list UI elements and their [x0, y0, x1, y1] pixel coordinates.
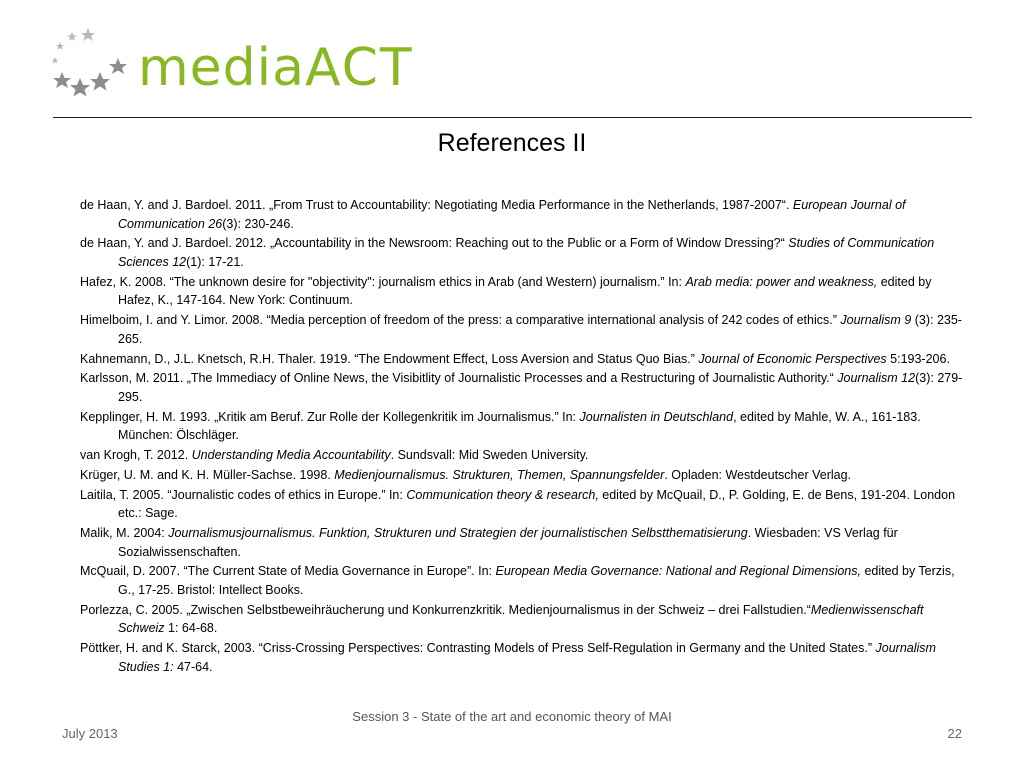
reference-text-segment: . Wiesbaden: VS Verlag für Sozialwissenschaften.: [118, 525, 898, 559]
reference-italic-segment: Medienjournalismus. Strukturen, Themen, Spannungsfelder: [334, 467, 665, 482]
reference-entry: [80, 408, 966, 445]
reference-italic-segment: Journalism 9: [840, 313, 912, 328]
reference-text-segment: Himelboim, I. and Y. Limor. 2008. “Media perception of freedom of the press: a comparative international analysis of 242 codes of ethics.”: [80, 313, 841, 328]
reference-text-segment: edited by Hafez, K., 147-164. New York: Continuum.: [118, 274, 932, 308]
reference-text-segment: van Krogh, T. 2012.: [80, 448, 192, 463]
reference-text-segment: edited by Terzis, G., 17-25. Bristol: Intellect Books.: [118, 564, 955, 597]
reference-entry: [80, 446, 966, 465]
reference-text-segment: Malik, M. 2004:: [80, 525, 169, 540]
logo-act-text: ACT: [304, 38, 414, 98]
reference-italic-segment: Journalism 12: [837, 371, 916, 386]
reference-text-segment: (3): 235-265.: [118, 313, 962, 346]
footer-session-label: Session 3 - State of the art and economic theory of MAI: [352, 709, 672, 724]
reference-entry: [80, 234, 966, 271]
reference-text-segment: Krüger, U. M. and K. H. Müller-Sachse. 1998.: [80, 467, 335, 482]
reference-text-segment: (3): 230-246.: [222, 216, 294, 231]
reference-text-segment: , edited by Mahle, W. A., 161-183. München: Ölschläger.: [118, 409, 921, 443]
reference-entry: [80, 196, 966, 233]
reference-text-segment: Hafez, K. 2008. “The unknown desire for "objectivity": journalism ethics in Arab (and Western) journalism.” In:: [80, 274, 686, 289]
stars-arc-icon: [50, 24, 140, 100]
reference-text-segment: . Sundsvall: Mid Sweden University.: [390, 448, 589, 463]
reference-text-segment: de Haan, Y. and J. Bardoel. 2012. „Accountability in the Newsroom: Reaching out to the Public or a Form of Window Dressing?“: [80, 236, 789, 251]
reference-text-segment: de Haan, Y. and J. Bardoel. 2011. „From Trust to Accountability: Negotiating Media Performance in the Netherlands, 1987-2007“.: [80, 198, 793, 212]
reference-text-segment: (1): 17-21.: [186, 254, 244, 269]
page-title: References II: [437, 129, 587, 157]
reference-text-segment: Porlezza, C. 2005. „Zwischen Selbstbeweihräucherung und Konkurrenzkritik. Medienjournalismus in der Schweiz – drei Fallstudien.“: [80, 602, 811, 617]
references-list: [80, 196, 966, 677]
reference-text-segment: Pöttker, H. and K. Starck, 2003. “Criss-Crossing Perspectives: Contrasting Models of Press Self-Regulation in Germany and the United States.”: [80, 641, 876, 656]
footer-date: July 2013: [62, 726, 118, 741]
reference-entry: [80, 273, 966, 310]
reference-entry: [80, 524, 966, 561]
reference-entry: [80, 350, 966, 369]
reference-italic-segment: Medienwissenschaft Schweiz: [118, 602, 924, 636]
reference-text-segment: . Opladen: Westdeutscher Verlag.: [664, 467, 852, 482]
reference-entry: [80, 311, 966, 348]
reference-italic-segment: Journalisten in Deutschland: [579, 409, 734, 424]
reference-text-segment: Karlsson, M. 2011. „The Immediacy of Online News, the Visibitlity of Journalistic Processes and a Restructuring of Journalistic Authority.“: [80, 371, 838, 386]
reference-text-segment: Kepplinger, H. M. 1993. „Kritik am Beruf. Zur Rolle der Kollegenkritik im Journalismus.” In:: [80, 409, 580, 424]
reference-text-segment: 47-64.: [173, 659, 213, 674]
reference-text-segment: (3): 279-295.: [118, 371, 963, 404]
reference-italic-segment: Understanding Media Accountability: [191, 448, 391, 463]
reference-entry: [80, 639, 966, 676]
logo-wordmark: [138, 38, 414, 98]
page-number: 22: [947, 726, 962, 741]
reference-entry: [80, 601, 966, 638]
logo-media-text: media: [138, 38, 305, 98]
reference-entry: [80, 562, 966, 599]
reference-entry: [80, 486, 966, 523]
reference-text-segment: 1: 64-68.: [164, 621, 218, 636]
reference-italic-segment: Communication theory & research,: [406, 487, 599, 502]
reference-italic-segment: Journalism Studies 1:: [118, 641, 936, 674]
reference-italic-segment: Journalismusjournalismus. Funktion, Strukturen und Strategien der journalistischen Selbstthematisierung: [168, 525, 748, 540]
reference-text-segment: 5:193-206.: [886, 351, 950, 366]
reference-italic-segment: Studies of Communication Sciences 12: [118, 236, 935, 269]
reference-entry: [80, 369, 966, 406]
reference-italic-segment: Journal of Economic Perspectives: [698, 351, 887, 366]
mediaact-logo: [50, 24, 430, 100]
reference-italic-segment: Arab media: power and weakness,: [685, 274, 878, 289]
reference-text-segment: McQuail, D. 2007. “The Current State of Media Governance in Europe”. In:: [80, 564, 496, 579]
reference-italic-segment: European Journal of Communication 26: [118, 198, 906, 231]
reference-text-segment: Laitila, T. 2005. “Journalistic codes of ethics in Europe.” In:: [80, 487, 407, 502]
reference-text-segment: Kahnemann, D., J.L. Knetsch, R.H. Thaler. 1919. “The Endowment Effect, Loss Aversion and Status Quo Bias.”: [80, 351, 699, 366]
reference-text-segment: edited by McQuail, D., P. Golding, E. de Bens, 191-204. London etc.: Sage.: [118, 487, 956, 521]
reference-italic-segment: European Media Governance: National and Regional Dimensions,: [495, 564, 861, 579]
header-divider: [53, 117, 972, 118]
reference-entry: [80, 466, 966, 485]
